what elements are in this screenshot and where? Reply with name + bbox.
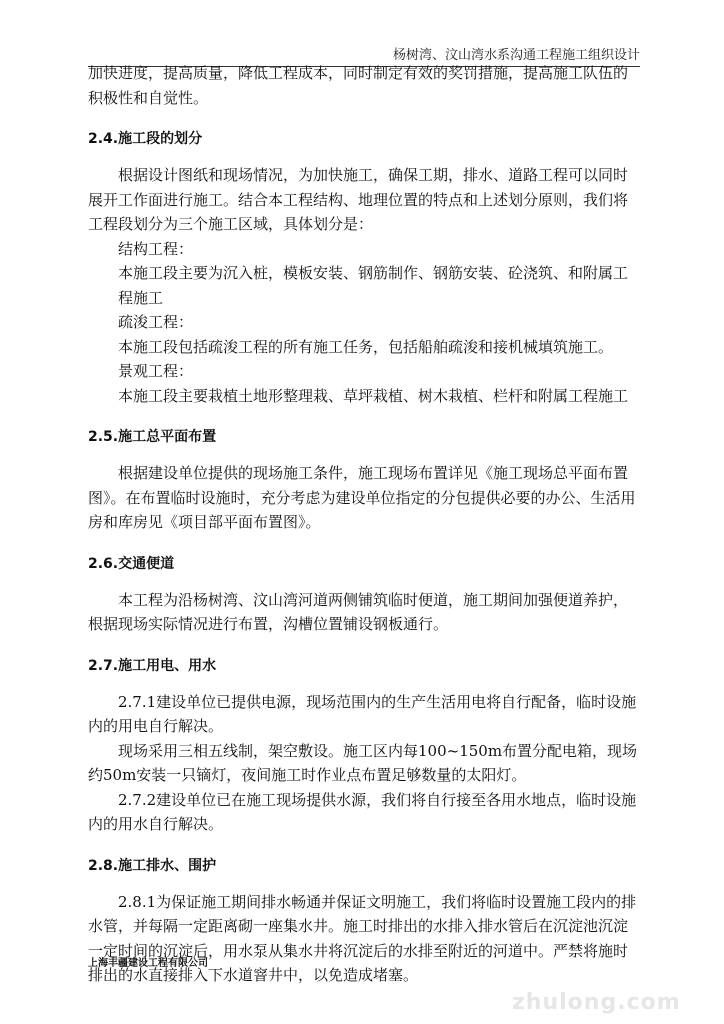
section-heading-2-5: 2.5.施工总平面布置 — [88, 429, 217, 445]
paragraph: 本工程为沿杨树湾、汶山湾河道两侧铺筑临时便道，施工期间加强便道养护，根据现场实际情况进行布置，沟槽位置铺设钢板通行。 — [88, 590, 629, 633]
section-heading-2-4: 2.4.施工段的划分 — [88, 131, 203, 147]
section-heading-2-6: 2.6.交通便道 — [88, 555, 175, 572]
paragraph: 疏浚工程： — [118, 313, 194, 331]
paragraph: 根据设计图纸和现场情况，为加快施工，确保工期，排水、道路工程可以同时展开工作面进行施工。结合本工程结构、地理位置的特点和上述划分原则，我们将工程段划分为三个施工区域，具体划分是： — [88, 166, 629, 233]
intro-paragraph: 加快进度，提高质量，降低工程成本，同时制定有效的奖罚措施，提高施工队伍的积极性和自觉性。 — [88, 64, 629, 107]
paragraph: 2.7.1建设单位已提供电源，现场范围内的生产生活用电将自行配备，临时设施内的用电自行解决。 — [88, 692, 637, 735]
paragraph: 2.8.1为保证施工期间排水畅通并保证文明施工，我们将临时设置施工段内的排水管，并每隔一定距离砌一座集水井。施工时排出的水排入排水管后在沉淀池沉淀一定时间的沉淀后，用水泵从集水井将沉淀后的水排至附近的河道中。严禁将施时排出的水直接排入下水道窨井中，以免造成堵塞。 — [88, 892, 637, 984]
section-heading-2-7: 2.7.施工用电、用水 — [88, 657, 217, 674]
header-title: 杨树湾、汶山湾水系沟通工程施工组织设计 — [392, 48, 640, 63]
paragraph: 结构工程： — [118, 239, 194, 258]
paragraph: 景观工程： — [118, 362, 194, 380]
section-heading-2-8: 2.8.施工排水、围护 — [88, 857, 217, 874]
watermark: zhulong.com — [512, 990, 681, 1015]
page-footer — [88, 954, 208, 969]
paragraph: 2.7.2建设单位已在施工现场提供水源，我们将自行接至各用水地点，临时设施内的用水自行解决。 — [88, 790, 637, 833]
paragraph: 现场采用三相五线制，架空敷设。施工区内每100~150m布置分配电箱，现场约50m安装一只镝灯，夜间施工时作业点布置足够数量的太阳灯。 — [88, 741, 638, 784]
paragraph: 根据建设单位提供的现场施工条件，施工现场布置详见《施工现场总平面布置图》。在布置临时设施时，充分考虑为建设单位指定的分包提供必要的办公、生活用房和库房见《项目部平面布置图》。 — [88, 464, 636, 531]
paragraph: 本施工段包括疏浚工程的所有施工任务，包括船舶疏浚和接机械填筑施工。 — [118, 337, 614, 356]
document-body — [88, 61, 640, 988]
footer-company: 上海丰疆建设工程有限公司 — [88, 958, 208, 969]
paragraph: 本施工段主要栽植土地形整理栽、草坪栽植、树木栽植、栏杆和附属工程施工 — [118, 386, 629, 405]
paragraph: 本施工段主要为沉入桩，模板安装、钢筋制作、钢筋安装、砼浇筑、和附属工程施工 — [118, 264, 629, 307]
